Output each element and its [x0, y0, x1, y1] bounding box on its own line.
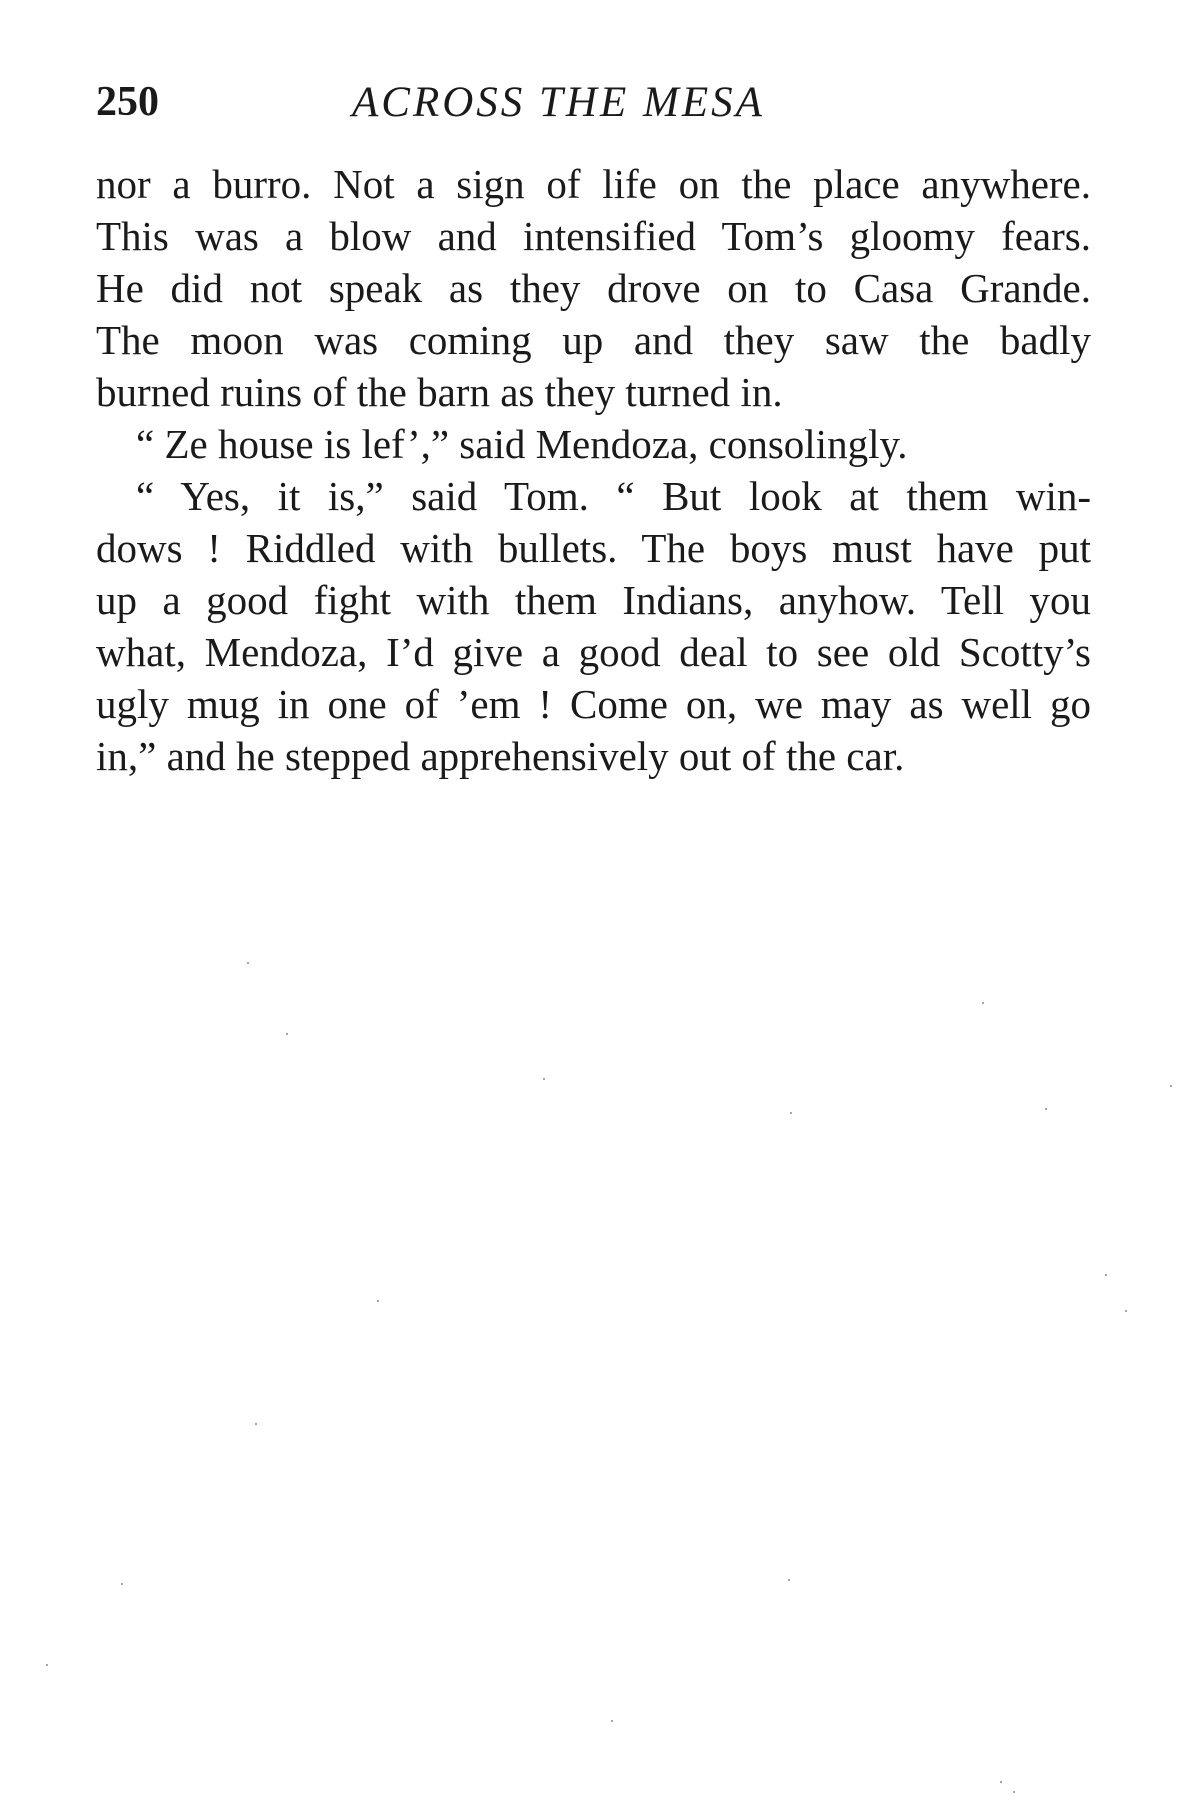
text-line: He did not speak as they drove on to Casa Grande.: [96, 265, 1091, 311]
scan-speck: [611, 1720, 613, 1722]
scan-speck: [247, 962, 249, 964]
text-line: nor a burro. Not a sign of life on the place anywhere.: [96, 161, 1091, 207]
text-line: “ Yes, it is,” said Tom. “ But look at them win-: [136, 473, 1091, 519]
text-line: The moon was coming up and they saw the badly: [96, 317, 1091, 363]
scan-speck: [377, 1300, 379, 1302]
text-line: ugly mug in one of ’em ! Come on, we may as well go: [96, 681, 1091, 727]
scan-speck: [255, 1423, 257, 1425]
scan-speck: [788, 1579, 790, 1581]
text-line: burned ruins of the barn as they turned in.: [96, 369, 783, 415]
scan-speck: [121, 1583, 123, 1585]
scan-speck: [1045, 1108, 1047, 1110]
body-text: [96, 158, 1091, 782]
page-number: 250: [96, 79, 159, 125]
scan-speck: [46, 1664, 48, 1666]
text-line: dows ! Riddled with bullets. The boys must have put: [96, 525, 1091, 571]
scan-speck: [286, 1033, 288, 1035]
text-line: in,” and he stepped apprehensively out of the car.: [96, 733, 905, 779]
running-title: ACROSS THE MESA: [352, 79, 765, 126]
scan-speck: [1170, 1085, 1172, 1087]
running-head: [96, 78, 1091, 138]
scan-speck: [1105, 1274, 1107, 1276]
text-line: what, Mendoza, I’d give a good deal to see old Scotty’s: [96, 629, 1091, 675]
scan-speck: [543, 1078, 545, 1080]
text-line: This was a blow and intensified Tom’s gloomy fears.: [96, 213, 1091, 259]
scan-speck: [790, 1112, 792, 1114]
scan-speck: [1000, 1781, 1002, 1783]
scan-speck: [1125, 1310, 1127, 1312]
text-line: “ Ze house is lef’,” said Mendoza, consolingly.: [136, 421, 908, 467]
scan-speck: [1013, 1791, 1015, 1793]
scan-speck: [982, 1002, 984, 1004]
text-line: up a good fight with them Indians, anyhow. Tell you: [96, 577, 1091, 623]
